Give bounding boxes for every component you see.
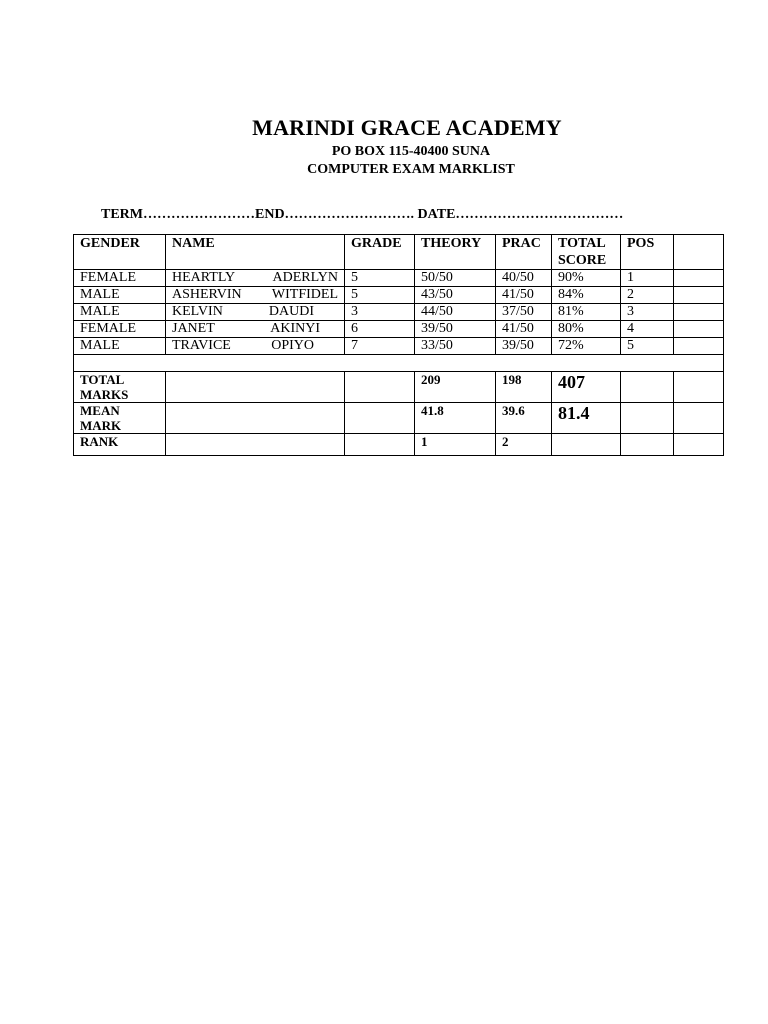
cell-blank: [674, 403, 724, 434]
col-header-name: NAME: [166, 235, 345, 270]
school-name: MARINDI GRACE ACADEMY: [252, 115, 562, 140]
cell-blank: [674, 321, 724, 338]
mean-score: 81.4: [558, 403, 590, 423]
cell-blank: [166, 403, 345, 434]
total-marks-row: [74, 372, 724, 403]
cell-name: [166, 304, 345, 321]
cell-pos: 3: [621, 304, 674, 321]
cell-theory: 43/50: [415, 287, 496, 304]
cell-blank: [674, 304, 724, 321]
cell-total-score: 81%: [552, 304, 621, 321]
mean-mark-label: MEAN MARK: [74, 403, 166, 434]
rank-prac: 2: [496, 434, 552, 456]
table-row: [74, 287, 724, 304]
term-end-date-line: TERM……………………END………………………. DATE………………………………: [101, 207, 624, 222]
first-name: ASHERVIN: [172, 287, 242, 302]
cell-gender: MALE: [74, 338, 166, 355]
cell-blank: [621, 434, 674, 456]
total-score: 407: [558, 372, 585, 392]
cell-name: [166, 270, 345, 287]
cell-grade: 5: [345, 270, 415, 287]
cell-blank: [345, 434, 415, 456]
cell-prac: 40/50: [496, 270, 552, 287]
cell-name: [166, 338, 345, 355]
cell-total-score: 72%: [552, 338, 621, 355]
cell-blank: [345, 372, 415, 403]
cell-gender: FEMALE: [74, 270, 166, 287]
cell-pos: 2: [621, 287, 674, 304]
cell-pos: 4: [621, 321, 674, 338]
cell-blank: [345, 403, 415, 434]
col-header-total-score: TOTAL SCORE: [552, 235, 621, 270]
rank-theory: 1: [415, 434, 496, 456]
cell-pos: 1: [621, 270, 674, 287]
marklist-table: [73, 234, 724, 456]
last-name: DAUDI: [268, 304, 314, 319]
col-header-prac: PRAC: [496, 235, 552, 270]
rank-row: [74, 434, 724, 456]
cell-blank: [621, 372, 674, 403]
school-address: PO BOX 115-40400 SUNA: [331, 144, 491, 159]
cell-gender: MALE: [74, 304, 166, 321]
cell-blank: [674, 287, 724, 304]
cell-theory: 39/50: [415, 321, 496, 338]
table-row: [74, 270, 724, 287]
table-row: [74, 338, 724, 355]
col-header-blank: [674, 235, 724, 270]
cell-blank: [674, 338, 724, 355]
first-name: JANET: [172, 321, 215, 336]
cell-blank: [552, 434, 621, 456]
document-title: COMPUTER EXAM MARKLIST: [307, 162, 515, 177]
cell-prac: 39/50: [496, 338, 552, 355]
cell-blank: [166, 372, 345, 403]
mean-theory: 41.8: [415, 403, 496, 434]
cell-gender: MALE: [74, 287, 166, 304]
rank-label: RANK: [74, 434, 166, 456]
mean-mark-row: [74, 403, 724, 434]
mean-prac: 39.6: [496, 403, 552, 434]
cell-prac: 41/50: [496, 287, 552, 304]
total-theory: 209: [415, 372, 496, 403]
mean-score-cell: [552, 403, 621, 434]
cell-theory: 33/50: [415, 338, 496, 355]
table-row: [74, 321, 724, 338]
cell-total-score: 84%: [552, 287, 621, 304]
last-name: AKINYI: [270, 321, 320, 336]
total-prac: 198: [496, 372, 552, 403]
first-name: KELVIN: [172, 304, 223, 319]
col-header-pos: POS: [621, 235, 674, 270]
cell-prac: 37/50: [496, 304, 552, 321]
total-score-cell: [552, 372, 621, 403]
col-header-grade: GRADE: [345, 235, 415, 270]
cell-theory: 44/50: [415, 304, 496, 321]
cell-grade: 3: [345, 304, 415, 321]
col-header-gender: GENDER: [74, 235, 166, 270]
last-name: ADERLYN: [272, 270, 338, 285]
cell-grade: 6: [345, 321, 415, 338]
total-marks-label: TOTAL MARKS: [74, 372, 166, 403]
spacer-cell: [74, 355, 724, 372]
cell-blank: [674, 372, 724, 403]
last-name: WITFIDEL: [271, 287, 338, 302]
cell-grade: 7: [345, 338, 415, 355]
first-name: TRAVICE: [172, 338, 231, 353]
cell-blank: [621, 403, 674, 434]
cell-prac: 41/50: [496, 321, 552, 338]
cell-total-score: 90%: [552, 270, 621, 287]
cell-name: [166, 287, 345, 304]
table-row: [74, 304, 724, 321]
cell-name: [166, 321, 345, 338]
spacer-row: [74, 355, 724, 372]
cell-blank: [674, 270, 724, 287]
cell-total-score: 80%: [552, 321, 621, 338]
cell-theory: 50/50: [415, 270, 496, 287]
first-name: HEARTLY: [172, 270, 236, 285]
cell-grade: 5: [345, 287, 415, 304]
cell-blank: [166, 434, 345, 456]
col-header-theory: THEORY: [415, 235, 496, 270]
last-name: OPIYO: [271, 338, 314, 353]
table-header-row: [74, 235, 724, 270]
cell-pos: 5: [621, 338, 674, 355]
cell-gender: FEMALE: [74, 321, 166, 338]
cell-blank: [674, 434, 724, 456]
